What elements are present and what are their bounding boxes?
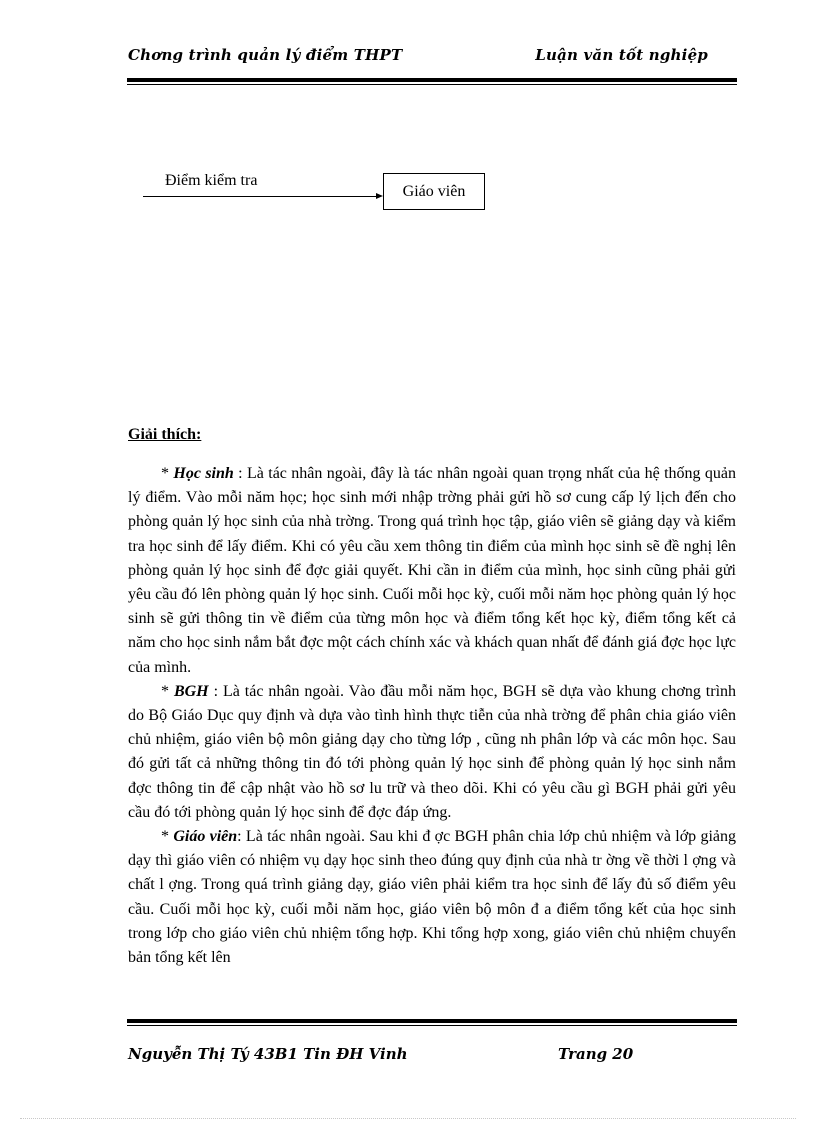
paragraph-giao-vien <box>128 825 736 970</box>
diagram-arrow-label: Điểm kiểm tra <box>165 172 258 189</box>
diagram-entity-box: Giáo viên <box>383 173 485 210</box>
header-right-title: Luận văn tốt nghiệp <box>535 46 708 64</box>
paragraph-hoc-sinh <box>128 462 736 680</box>
arrow-head-icon <box>376 193 383 199</box>
paragraph-text: : Là tác nhân ngoài. Sau khi đ ợc BGH phân chia lớp chủ nhiệm và lớp giảng dạy thì giáo viên có nhiệm vụ dạy học sinh theo đúng quy định của nhà tr ờng về thời l ợng và chất l ợng. Trong quá trình giảng dạy, giáo viên phải kiểm tra học sinh để lấy đủ số điểm yêu cầu. Cuối mỗi học kỳ, cuối mỗi năm học, giáo viên bộ môn đ a điểm tổng kết của học sinh trong lớp cho giáo viên chủ nhiệm tổng hợp. Khi tổng hợp xong, giáo viên chủ nhiệm chuyển bản tổng kết lên <box>128 828 737 967</box>
diagram-arrow-line <box>143 196 377 197</box>
term-bgh: BGH <box>173 682 209 700</box>
paragraph-bgh <box>128 680 736 825</box>
bullet-marker: * <box>161 682 174 700</box>
header-rule-thick <box>127 78 737 82</box>
footer-rule-thin <box>127 1025 737 1026</box>
header-rule-thin <box>127 84 737 85</box>
bullet-marker: * <box>161 828 174 846</box>
footer-page-number: Trang 20 <box>558 1045 634 1063</box>
page-edge-divider <box>20 1118 796 1119</box>
footer-rule-thick <box>127 1019 737 1023</box>
paragraph-text: : Là tác nhân ngoài, đây là tác nhân ngoài quan trọng nhất của hệ thống quản lý điểm. Vào mỗi năm học; học sinh mới nhập trờng phải gửi hồ sơ cung cấp lý lịch đến cho phòng quản lý học sinh của nhà trờng. Trong quá trình học tập, giáo viên sẽ giảng dạy và kiểm tra học sinh để lấy điểm. Khi có yêu cầu xem thông tin điểm của mình học sinh sẽ đề nghị lên phòng quản lý học sinh để đợc giải quyết. Khi cần in điểm của mình, học sinh cũng phải gửi yêu cầu đó lên phòng quản lý học sinh. Cuối mỗi học kỳ, cuối mỗi năm học phòng quản lý học sinh sẽ gửi thông tin về điểm của từng môn học và điểm tổng kết học kỳ, điểm tổng kết cả năm cho học sinh nắm bắt đợc một cách chính xác và khách quan nhất để đánh giá đợc học lực của mình. <box>128 465 737 676</box>
paragraph-text: : Là tác nhân ngoài. Vào đầu mỗi năm học, BGH sẽ dựa vào khung chơng trình do Bộ Giáo Dục quy định và dựa vào tình hình thực tiễn của nhà trờng để phân chia giáo viên chủ nhiệm, giáo viên bộ môn giảng dạy cho từng lớp , cũng nh phân lớp và các môn học. Sau đó gửi tất cả những thông tin đó tới phòng quản lý học sinh để phòng quản lý học sinh nắm đợc thông tin để cập nhật vào hồ sơ lu trữ và theo dõi. Khi có yêu cầu gì BGH phải gửi yêu cầu đó tới phòng quản lý học sinh để đợc đáp ứng. <box>128 682 737 821</box>
header-left-title: Chơng trình quản lý điểm THPT <box>128 46 403 64</box>
term-hoc-sinh: Học sinh <box>173 465 234 482</box>
term-giao-vien: Giáo viên <box>173 828 238 846</box>
body-text <box>128 462 736 970</box>
bullet-marker: * <box>161 465 174 482</box>
footer-author: Nguyễn Thị Tý 43B1 Tin ĐH Vinh <box>128 1045 408 1063</box>
section-title: Giải thích: <box>128 426 202 443</box>
